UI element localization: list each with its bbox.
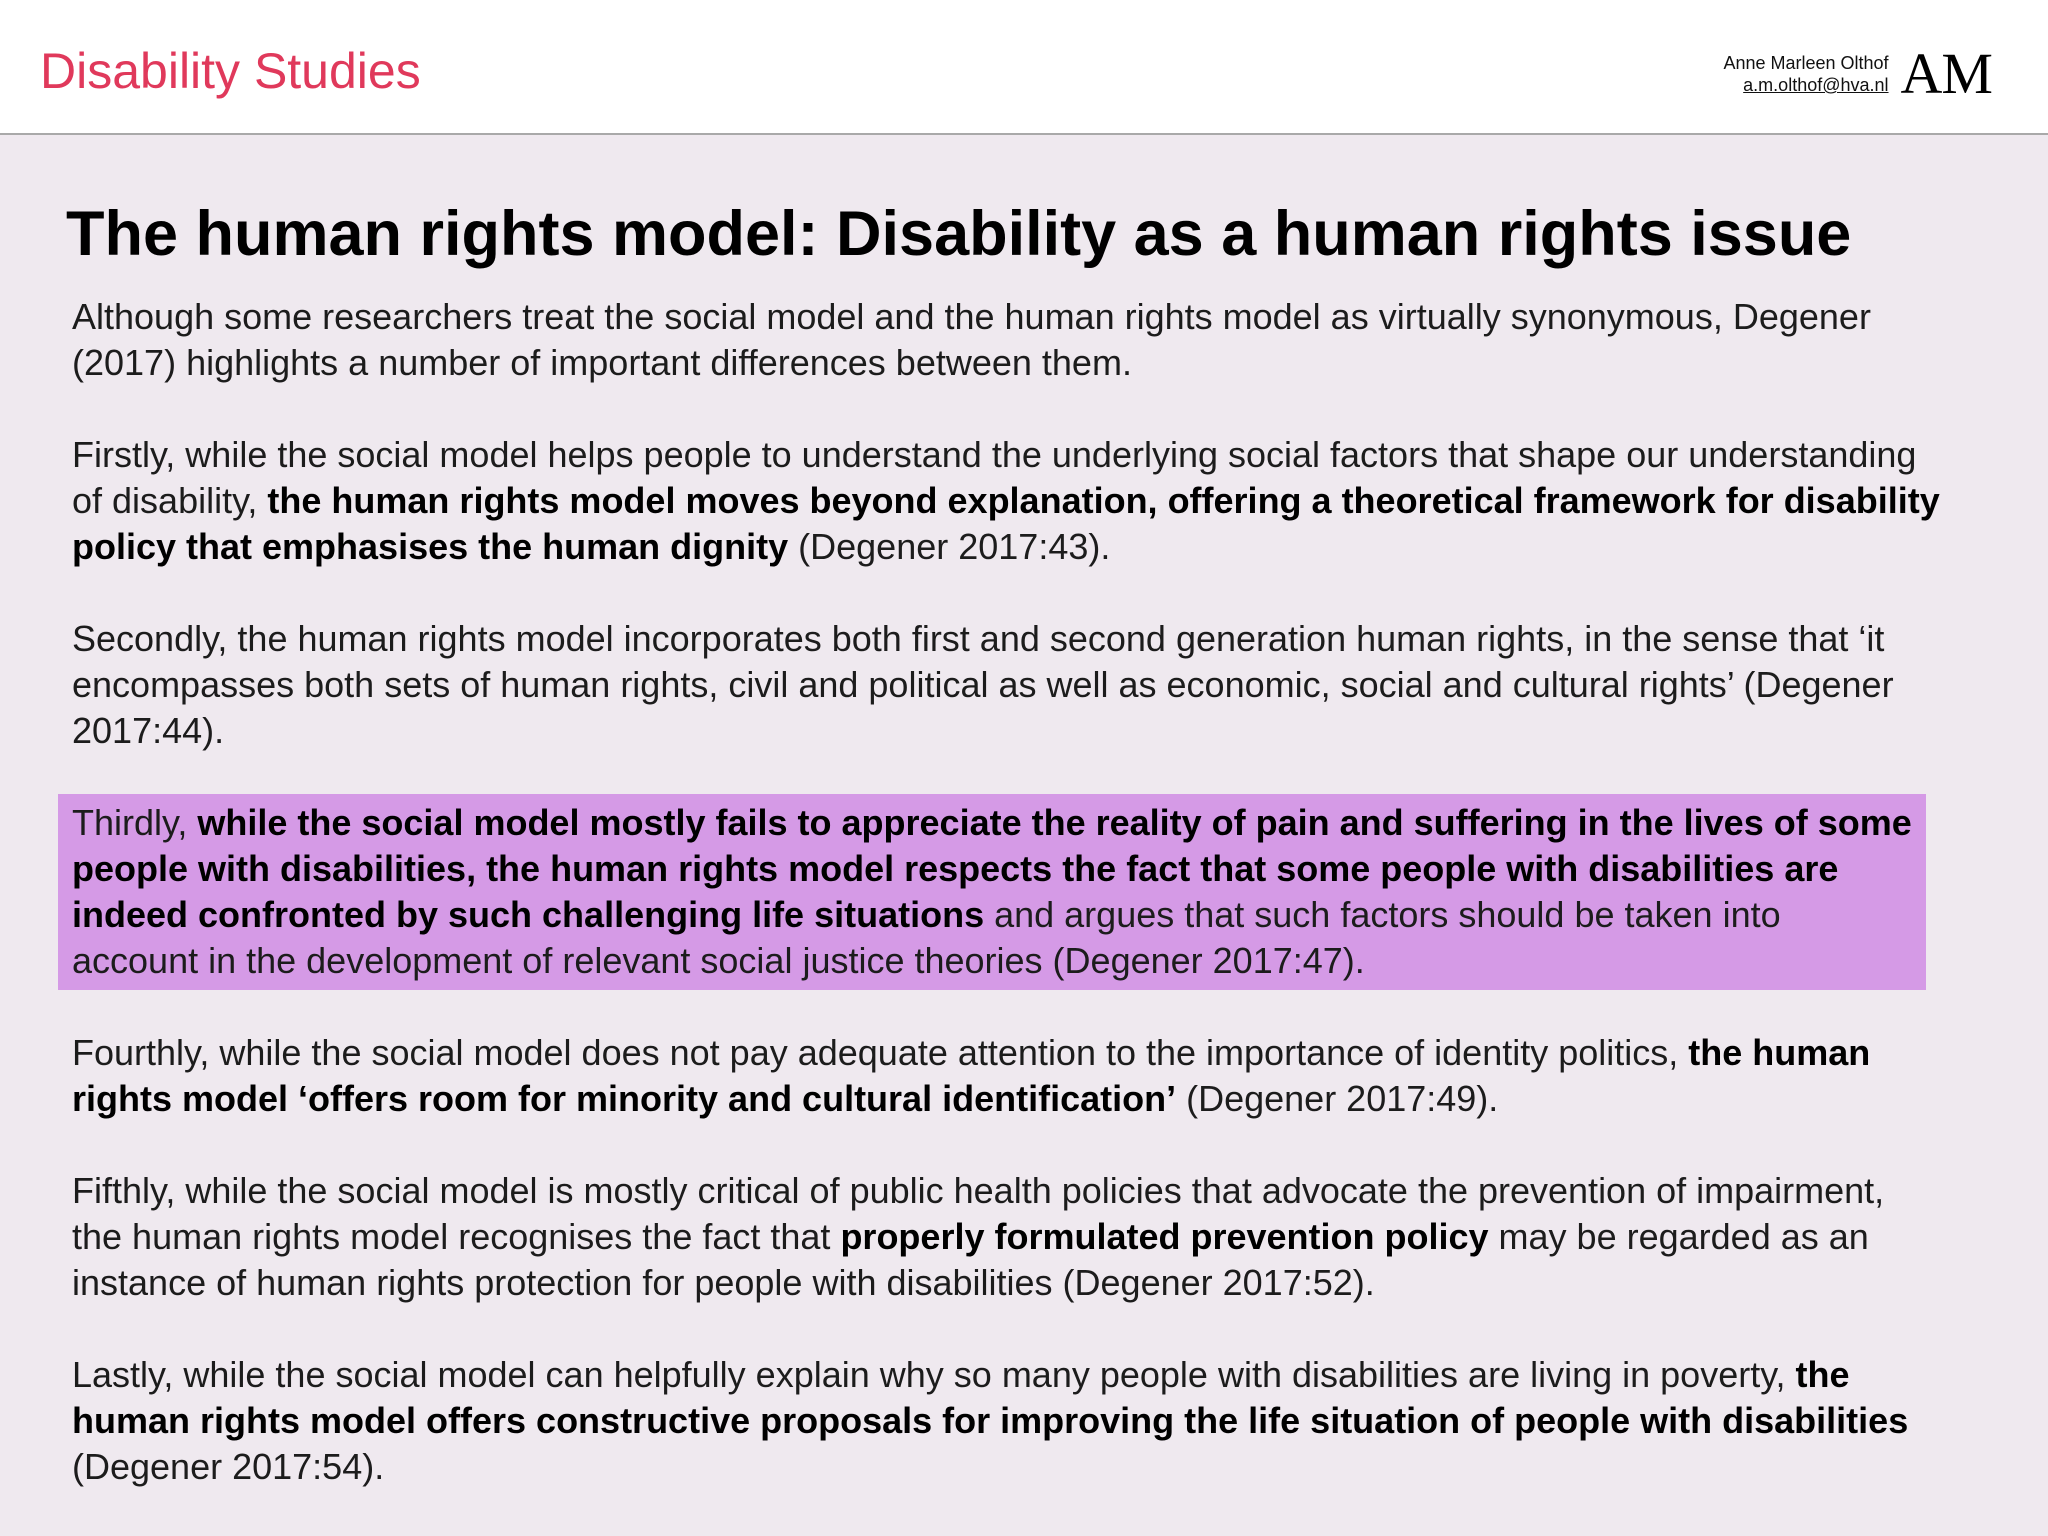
text-segment: (Degener 2017:43). [788, 526, 1111, 567]
text-segment: Thirdly, [72, 802, 198, 843]
paragraph-firstly [72, 432, 1942, 570]
author-info [1723, 52, 1888, 96]
bold-segment: while the social model mostly fails to appreciate the reality of pain and suffering in the lives of some people with disabilities, the human rights model respects the fact that some people with disabilities are indeed confronted by such challenging life situations [72, 802, 1912, 935]
slide-title: The human rights model: Disability as a human rights issue [66, 199, 1852, 269]
paragraph-lastly [72, 1352, 1942, 1490]
author-email-link[interactable]: a.m.olthof@hva.nl [1743, 75, 1889, 95]
author-block [1723, 41, 1992, 106]
text-segment: Lastly, while the social model can helpfully explain why so many people with disabilities are living in poverty, [72, 1354, 1796, 1395]
paragraph-fourthly [72, 1030, 1942, 1122]
author-logo: AM [1900, 41, 1992, 106]
text-segment: (Degener 2017:54). [72, 1446, 385, 1487]
text-segment: may be regarded as an instance of human rights protection for people with disabilities (Degener 2017:52). [72, 1216, 1869, 1303]
paragraph-secondly [72, 616, 1942, 754]
paragraph-thirdly-highlighted [58, 794, 1926, 990]
bold-segment: the human rights model ‘offers room for minority and cultural identification’ [72, 1032, 1871, 1119]
slide-header [0, 0, 2048, 135]
text-segment: Although some researchers treat the social model and the human rights model as virtually synonymous, Degener (2017) highlights a number of important differences between them. [72, 296, 1871, 383]
paragraph-intro [72, 294, 1942, 386]
author-name: Anne Marleen Olthof [1723, 53, 1889, 73]
paragraph-fifthly [72, 1168, 1942, 1306]
slide-body [72, 294, 1942, 1536]
text-segment: Firstly, while the social model helps people to understand the underlying social factors that shape our understanding of disability, [72, 434, 1917, 521]
bold-segment: the human rights model moves beyond explanation, offering a theoretical framework for disability policy that emphasises the human dignity [72, 480, 1940, 567]
bold-segment: the human rights model offers constructive proposals for improving the life situation of people with disabilities [72, 1354, 1909, 1441]
brand-title: Disability Studies [40, 43, 421, 99]
text-segment: Fourthly, while the social model does not pay adequate attention to the importance of identity politics, [72, 1032, 1689, 1073]
text-segment: Secondly, the human rights model incorporates both first and second generation human rights, in the sense that ‘it encompasses both sets of human rights, civil and political as well as economic, social and cultural rights’ (Degener 2017:44). [72, 618, 1894, 751]
bold-segment: properly formulated prevention policy [840, 1216, 1489, 1257]
text-segment: Fifthly, while the social model is mostly critical of public health policies that advocate the prevention of impairment, the human rights model recognises the fact that [72, 1170, 1885, 1257]
text-segment: (Degener 2017:49). [1176, 1078, 1499, 1119]
text-segment: and argues that such factors should be taken into account in the development of relevant social justice theories (Degener 2017:47). [72, 894, 1781, 981]
